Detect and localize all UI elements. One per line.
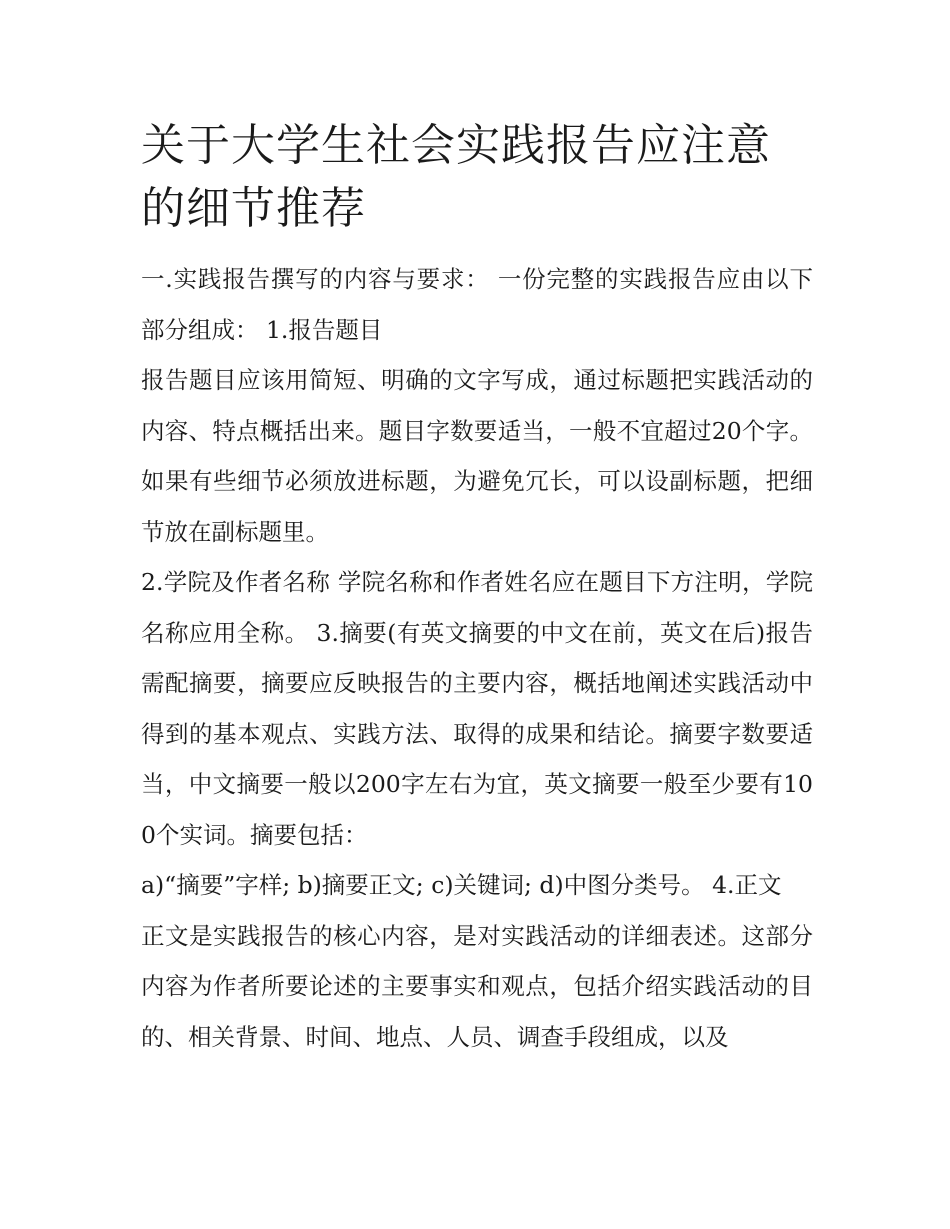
document-body bbox=[141, 114, 813, 1062]
paragraph-abstract-items: a)“摘要”字样; b)摘要正文; c)关键词; d)中图分类号。 4.正文 bbox=[141, 871, 782, 899]
paragraph-report-title: 报告题目应该用简短、明确的文字写成，通过标题把实践活动的内容、特点概括出来。题目字数要适当，一般不宜超过20个字。如果有些细节必须放进标题，为避免冗长，可以设副标题，把细节放在副标题里。 bbox=[141, 366, 813, 546]
paragraph-main-text: 正文是实践报告的核心内容，是对实践活动的详细表述。这部分内容为作者所要论述的主要事实和观点，包括介绍实践活动的目的、相关背景、时间、地点、人员、调查手段组成，以及 bbox=[141, 921, 813, 1051]
paragraph-college-author-abstract: 2.学院及作者名称 学院名称和作者姓名应在题目下方注明，学院名称应用全称。 3.摘要(有英文摘要的中文在前，英文在后)报告需配摘要，摘要应反映报告的主要内容，概括地阐述实践活动中得到的基本观点、实践方法、取得的成果和结论。摘要字数要适当，中文摘要一般以200字左右为宜，英文摘要一般至少要有100个实词。摘要包括： bbox=[141, 568, 813, 849]
document-title: 关于大学生社会实践报告应注意的细节推荐 bbox=[141, 120, 771, 234]
paragraph-structure-intro: 一.实践报告撰写的内容与要求： 一份完整的实践报告应由以下部分组成： 1.报告题目 bbox=[141, 265, 813, 344]
